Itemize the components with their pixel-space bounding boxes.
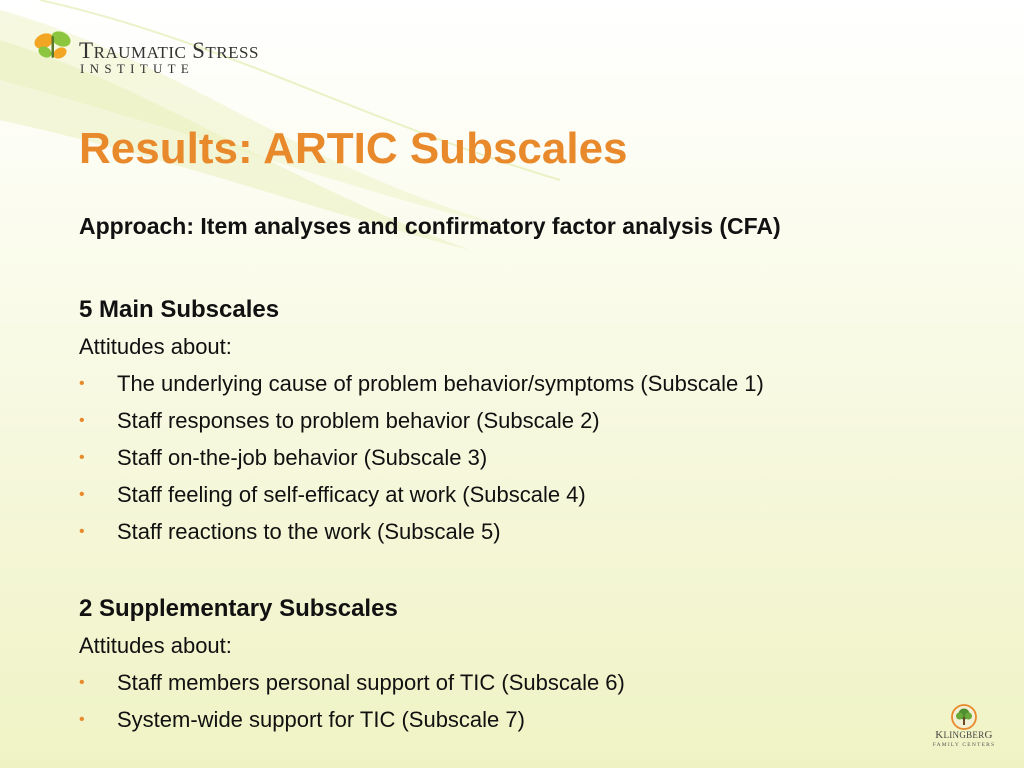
bullet-icon: • (79, 674, 85, 691)
kfc-subtitle: FAMILY CENTERS (932, 742, 996, 748)
bullet-icon: • (79, 412, 85, 429)
bullet-list (79, 664, 979, 738)
list-item-text: Staff members personal support of TIC (Subscale 6) (117, 670, 625, 695)
tsi-name: TRAUMATIC STRESS (79, 38, 259, 63)
approach-line: Approach: Item analyses and confirmatory factor analysis (CFA) (79, 213, 781, 239)
list-item (79, 365, 979, 402)
list-item (79, 701, 979, 738)
bullet-icon: • (79, 523, 85, 540)
bullet-list (79, 365, 979, 550)
kfc-name: KLINGBERG (935, 729, 993, 741)
tree-icon (922, 704, 1006, 730)
section-intro: Attitudes about: (79, 633, 232, 658)
list-item (79, 439, 979, 476)
bullet-icon: • (79, 375, 85, 392)
bullet-icon: • (79, 449, 85, 466)
section-title: 2 Supplementary Subscales (79, 595, 398, 622)
list-item (79, 476, 979, 513)
list-item (79, 664, 979, 701)
tsi-subtitle: INSTITUTE (80, 61, 195, 76)
butterfly-icon (30, 24, 76, 70)
bullet-icon: • (79, 711, 85, 728)
bullet-icon: • (79, 486, 85, 503)
list-item-text: Staff on-the-job behavior (Subscale 3) (117, 445, 488, 470)
klingberg-family-centers-logo (922, 704, 1006, 752)
list-item (79, 402, 979, 439)
traumatic-stress-institute-logo (30, 24, 270, 84)
list-item-text: Staff responses to problem behavior (Subscale 2) (117, 408, 600, 433)
list-item-text: The underlying cause of problem behavior/symptoms (Subscale 1) (117, 371, 764, 396)
section-intro: Attitudes about: (79, 334, 232, 359)
list-item-text: Staff feeling of self-efficacy at work (Subscale 4) (117, 482, 586, 507)
section-title: 5 Main Subscales (79, 296, 280, 323)
main-subscales-section (79, 292, 979, 550)
slide-title: Results: ARTIC Subscales (79, 124, 628, 173)
list-item (79, 513, 979, 550)
list-item-text: System-wide support for TIC (Subscale 7) (117, 707, 525, 732)
list-item-text: Staff reactions to the work (Subscale 5) (117, 519, 501, 544)
supplementary-subscales-section (79, 591, 979, 738)
